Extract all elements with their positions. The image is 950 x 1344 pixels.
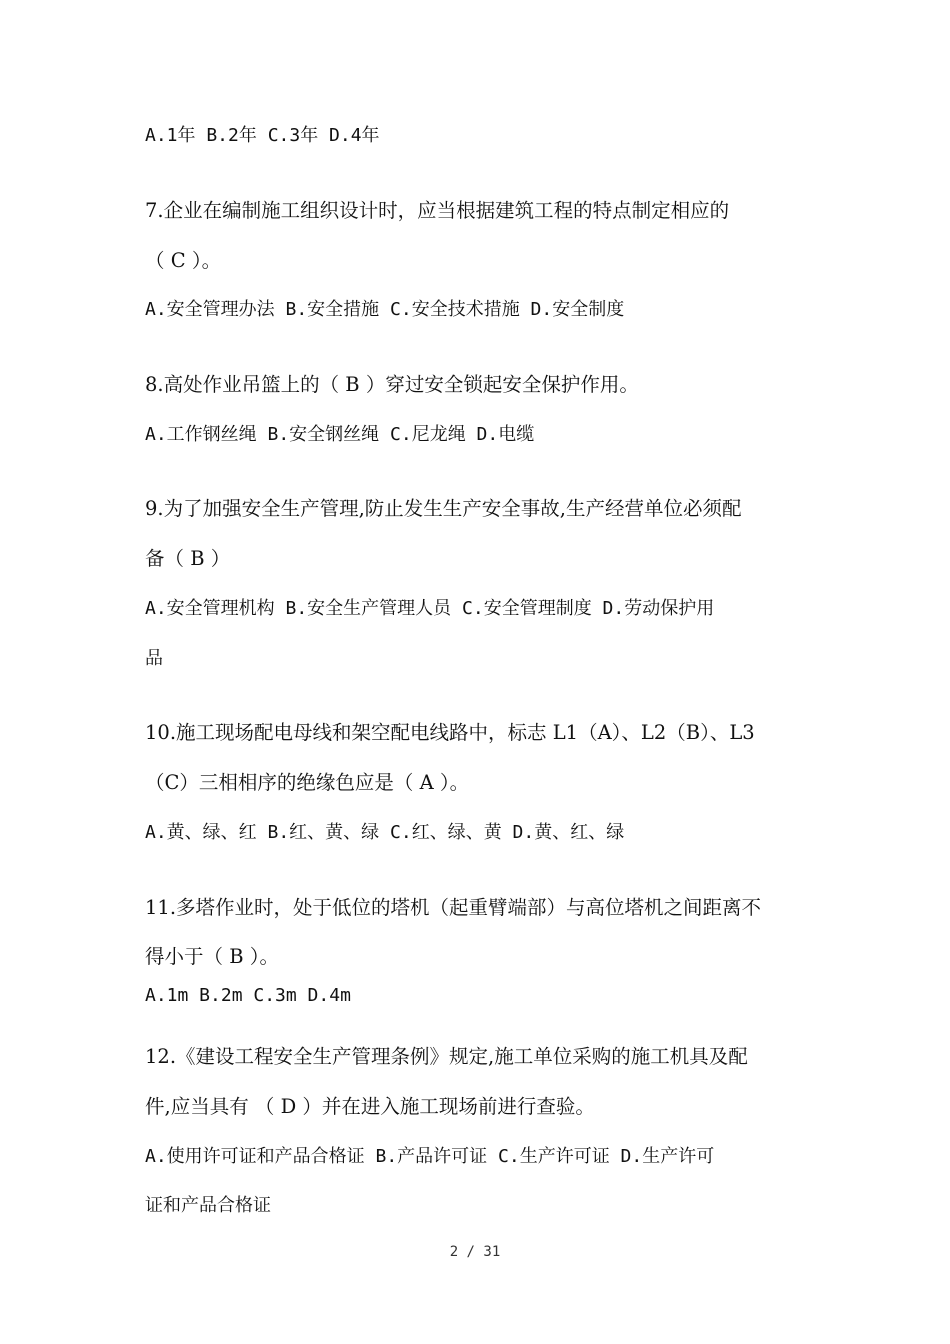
q9-options-line1: A.安全管理机构 B.安全生产管理人员 C.安全管理制度 D.劳动保护用 xyxy=(145,598,715,619)
q10-options: A.黄、绿、红 B.红、黄、绿 C.红、绿、黄 D.黄、红、绿 xyxy=(145,822,625,843)
q11-options: A.1m B.2m C.3m D.4m xyxy=(145,985,351,1006)
q8-text: 8.高处作业吊篮上的（ B ）穿过安全锁起安全保护作用。 xyxy=(145,373,639,396)
q7-options: A.安全管理办法 B.安全措施 C.安全技术措施 D.安全制度 xyxy=(145,299,625,320)
q9-options-line2: 品 xyxy=(145,648,163,669)
page-number: 2 / 31 xyxy=(449,1244,501,1260)
q11-text-line2: 得小于（ B ）。 xyxy=(145,945,279,968)
q10-text-line2: （C）三相相序的绝缘色应是（ A ）。 xyxy=(145,771,470,794)
q6-options: A.1年 B.2年 C.3年 D.4年 xyxy=(145,125,380,146)
q12-options-line1: A.使用许可证和产品合格证 B.产品许可证 C.生产许可证 D.生产许可 xyxy=(145,1146,715,1167)
q11-text-line1: 11.多塔作业时，处于低位的塔机（起重臂端部）与高位塔机之间距离不 xyxy=(145,896,762,919)
q12-text-line1: 12.《建设工程安全生产管理条例》规定,施工单位采购的施工机具及配 xyxy=(145,1045,748,1068)
q9-text-line1: 9.为了加强安全生产管理,防止发生生产安全事故,生产经营单位必须配 xyxy=(145,497,742,520)
q12-options-line2: 证和产品合格证 xyxy=(145,1195,271,1216)
q10-text-line1: 10.施工现场配电母线和架空配电线路中，标志 L1（A）、L2（B）、L3 xyxy=(145,721,755,744)
q7-text-line1: 7.企业在编制施工组织设计时，应当根据建筑工程的特点制定相应的 xyxy=(145,199,730,222)
q9-text-line2: 备（ B ） xyxy=(145,547,231,570)
q12-text-line2: 件,应当具有 （ D ）并在进入施工现场前进行查验。 xyxy=(145,1095,595,1118)
q7-text-line2: （ C ）。 xyxy=(145,249,222,272)
q8-options: A.工作钢丝绳 B.安全钢丝绳 C.尼龙绳 D.电缆 xyxy=(145,424,535,445)
